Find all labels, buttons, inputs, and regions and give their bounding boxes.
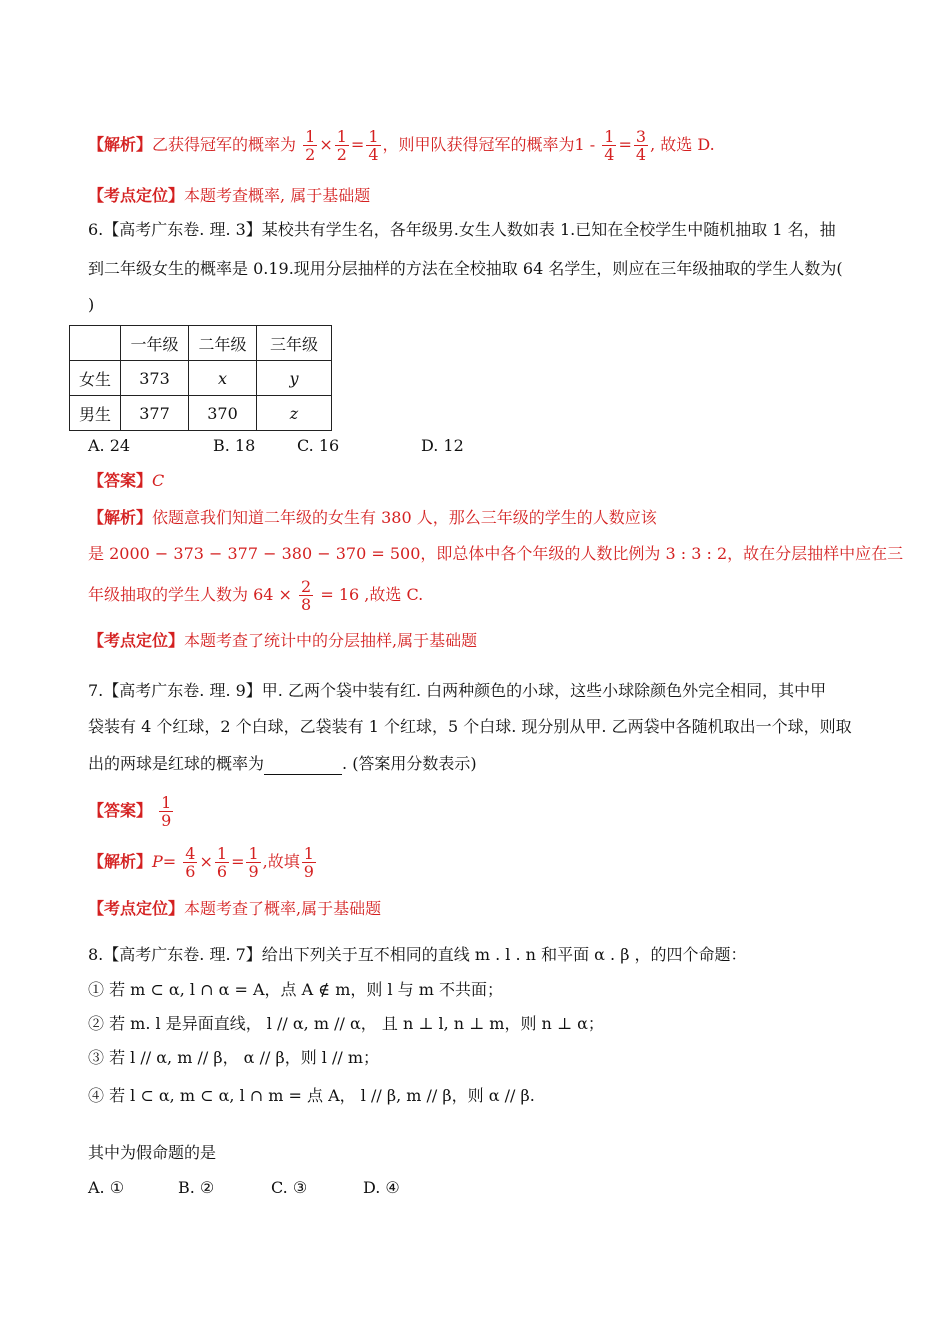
q5-analysis: 【解析】乙获得冠军的概率为 $\frac{1}{2}$ × $\frac{1}{2}$ = $\frac{1}{4}$ ，则甲队获得冠军的概率为1 - $\frac{1}{4}$ = $\frac{3}{4}$ , 故选 D.: [88, 127, 715, 164]
fraction: $\frac{3}{4}$: [635, 127, 647, 164]
q6-analysis3: 年级抽取的学生人数为 64 × $\frac{2}{8}$ = 16 ,故选 C.: [88, 577, 424, 614]
table-header-row: 一年级 二年级 三年级: [70, 326, 332, 361]
q8-question: 其中为假命题的是: [88, 1143, 217, 1162]
fraction: $\frac{4}{6}$: [185, 844, 196, 881]
q8-proposition-1: ① 若 m ⊂ α, l ∩ α = A，点 A ∉ m，则 l 与 m 不共面；: [88, 980, 503, 999]
q6-analysis1: 【解析】依题意我们知道二年级的女生有 380 人，那么三年级的学生的人数应该: [88, 508, 657, 527]
table-row: 女生 373 x y: [70, 361, 332, 396]
fraction: $\frac{1}{9}$: [248, 844, 259, 881]
q6-answer: 【答案】C: [88, 471, 165, 490]
q7-line3: 出的两球是红球的概率为 . (答案用分数表示): [88, 754, 477, 773]
q6-line3: ): [88, 295, 95, 314]
q7-line2: 袋装有 4 个红球，2 个白球，乙袋装有 1 个红球，5 个白球. 现分别从甲. 乙两袋中各随机取出一个球，则取: [88, 717, 852, 736]
fraction: $\frac{1}{2}$: [305, 127, 316, 164]
table-row: 男生 377 370 z: [70, 396, 332, 431]
fraction: $\frac{1}{4}$: [368, 127, 379, 164]
q7-line1: 7.【高考广东卷. 理. 9】甲. 乙两个袋中装有红. 白两种颜色的小球，这些小球除颜色外完全相同，其中甲: [88, 681, 827, 700]
fraction: $\frac{1}{4}$: [604, 127, 615, 164]
q5-point: 【考点定位】本题考查概率, 属于基础题: [88, 186, 371, 205]
q6-point: 【考点定位】本题考查了统计中的分层抽样,属于基础题: [88, 631, 478, 650]
answer-blank: [264, 758, 342, 775]
q8-proposition-3: ③ 若 l // α, m // β， α // β，则 l // m；: [88, 1048, 380, 1067]
fraction: $\frac{1}{9}$: [303, 844, 314, 881]
fraction: $\frac{1}{9}$: [161, 793, 172, 830]
q7-answer: 【答案】 $\frac{1}{9}$: [88, 793, 172, 830]
q8-proposition-2: ② 若 m. l 是异面直线， l // α, m // α， 且 n ⊥ l, n ⊥ m，则 n ⊥ α；: [88, 1014, 604, 1033]
q8-line1: 8.【高考广东卷. 理. 7】给出下列关于互不相同的直线 m . l . n 和平面 α . β ，的四个命题：: [88, 945, 747, 964]
q6-analysis2: 是 2000 − 373 − 377 − 380 − 370 = 500，即总体中各个年级的人数比例为 3 : 3 : 2，故在分层抽样中应在三: [88, 544, 904, 563]
q6-line1: 6.【高考广东卷. 理. 3】某校共有学生名，各年级男.女生人数如表 1.已知在全校学生中随机抽取 1 名，抽: [88, 220, 836, 239]
q7-analysis: 【解析】P= $\frac{4}{6}$ × $\frac{1}{6}$ = $\frac{1}{9}$ ,故填 $\frac{1}{9}$: [88, 844, 314, 881]
q7-point: 【考点定位】本题考查了概率,属于基础题: [88, 899, 382, 918]
q8-options: A. ① B. ② C. ③ D. ④: [88, 1178, 400, 1197]
fraction: $\frac{1}{2}$: [336, 127, 347, 164]
grade-table: [69, 325, 332, 431]
q6-options: A. 24 B. 18 C. 16 D. 12: [88, 436, 464, 455]
fraction: $\frac{2}{8}$: [301, 577, 312, 614]
q8-proposition-4: ④ 若 l ⊂ α, m ⊂ α, l ∩ m = 点 A， l // β, m // β，则 α // β.: [88, 1086, 535, 1105]
q6-line2: 到二年级女生的概率是 0.19.现用分层抽样的方法在全校抽取 64 名学生，则应在三年级抽取的学生人数为(: [88, 259, 843, 278]
fraction: $\frac{1}{6}$: [216, 844, 228, 881]
